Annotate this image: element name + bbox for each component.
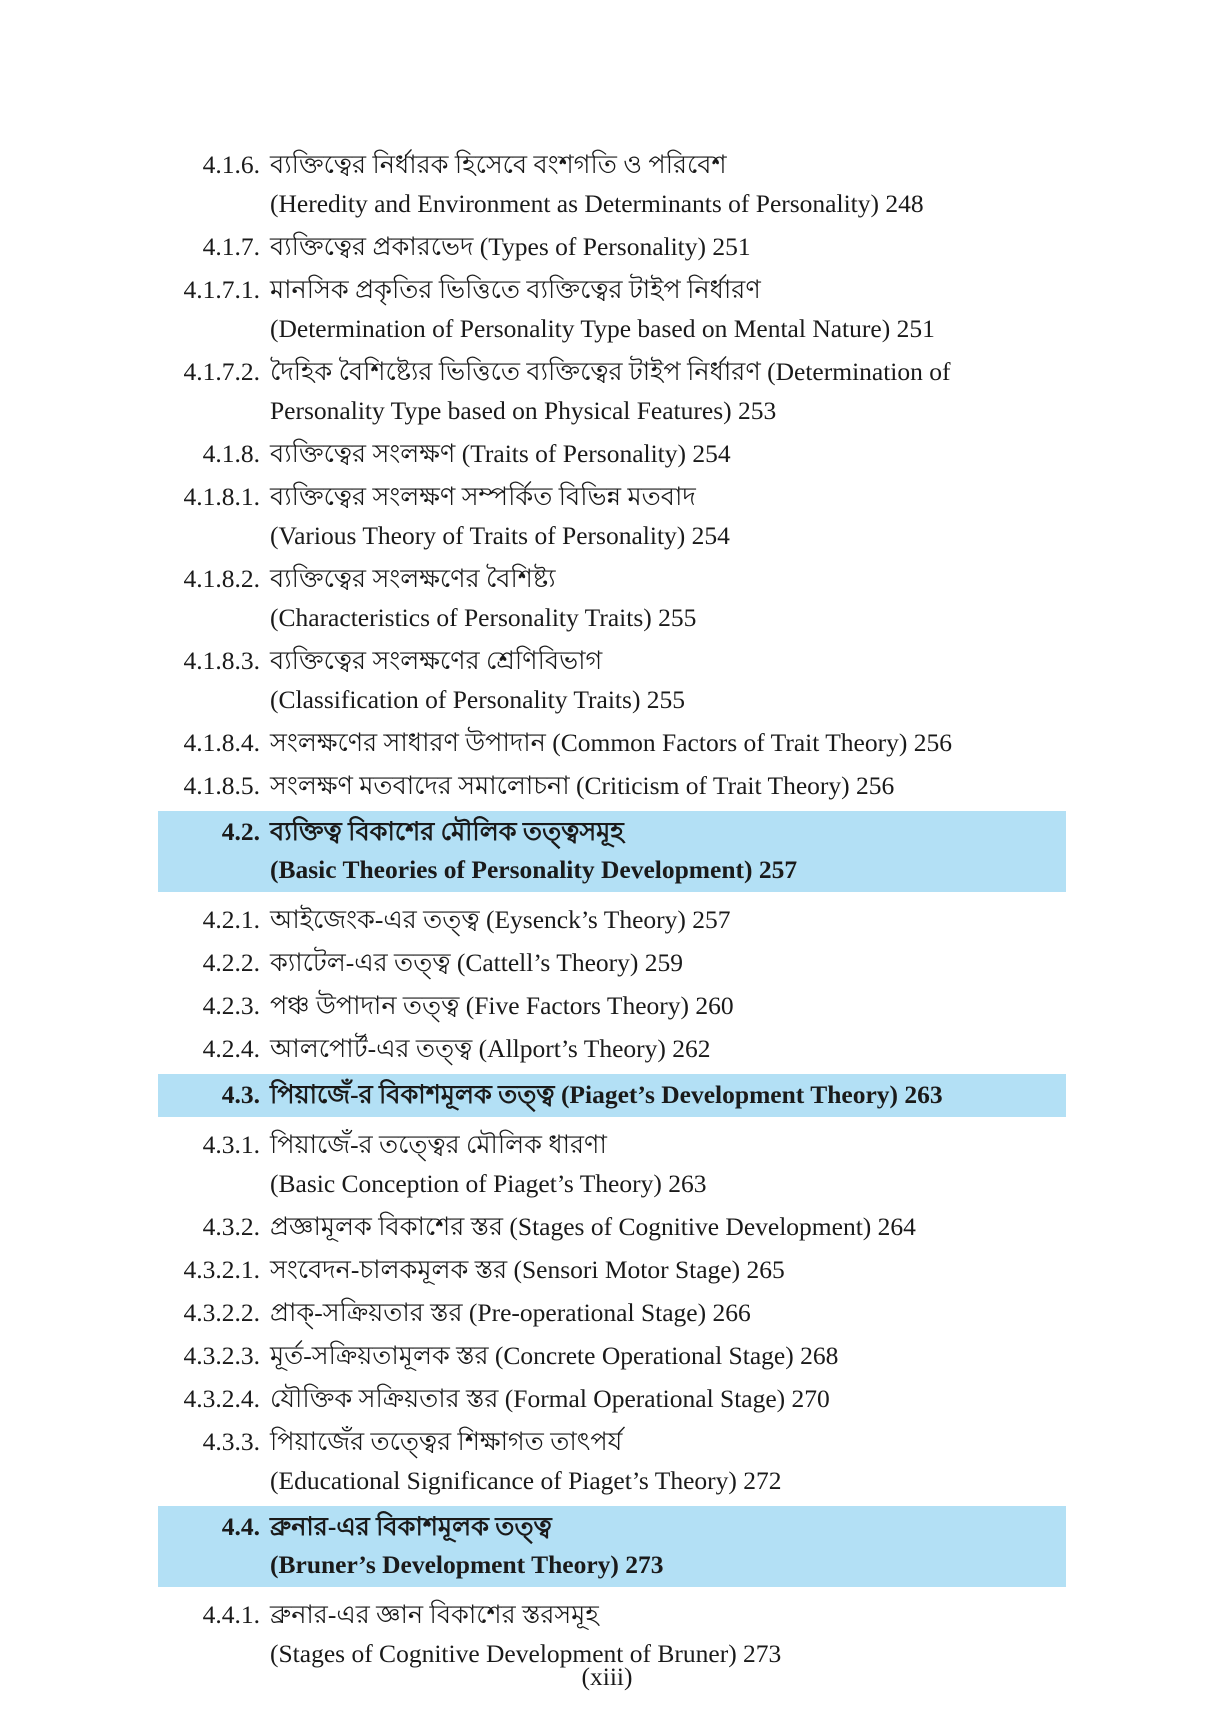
toc-entry-line: ব্যক্তিত্বের সংলক্ষণের বৈশিষ্ট্য bbox=[270, 564, 556, 593]
toc-entry-title bbox=[270, 1336, 1060, 1375]
toc-entry-line: যৌক্তিক সক্রিয়তার স্তর (Formal Operational Stage) 270 bbox=[270, 1384, 830, 1413]
toc-entry-line: ব্যক্তিত্বের প্রকারভেদ (Types of Personality) 251 bbox=[270, 232, 751, 261]
toc-entry-number: 4.1.8.4. bbox=[183, 728, 260, 757]
toc-entry-title bbox=[270, 227, 1060, 266]
toc-entry bbox=[0, 477, 1214, 555]
toc-entry-line: প্রজ্ঞামূলক বিকাশের স্তর (Stages of Cognitive Development) 264 bbox=[270, 1212, 916, 1241]
toc-entry-number: 4.1.7.1. bbox=[183, 275, 260, 304]
toc-section-heading bbox=[158, 811, 1066, 892]
toc-entry-title bbox=[270, 1250, 1060, 1289]
toc-entry-line: (Characteristics of Personality Traits) 255 bbox=[270, 603, 697, 632]
toc-entry-line: (Classification of Personality Traits) 255 bbox=[270, 685, 686, 714]
toc-entry-line: (Bruner’s Development Theory) 273 bbox=[270, 1550, 664, 1579]
toc-entry-title bbox=[270, 1293, 1060, 1332]
toc-entry-number: 4.3.2. bbox=[202, 1212, 260, 1241]
toc-entry-title bbox=[270, 723, 1060, 762]
toc-entry-title bbox=[270, 559, 1060, 637]
toc-entry-number: 4.3.1. bbox=[202, 1130, 260, 1159]
toc-entry-line: মানসিক প্রকৃতির ভিত্তিতে ব্যক্তিত্বের টাইপ নির্ধারণ bbox=[270, 275, 761, 304]
toc-entry-line: দৈহিক বৈশিষ্ট্যের ভিত্তিতে ব্যক্তিত্বের টাইপ নির্ধারণ (Determination of bbox=[270, 357, 951, 386]
toc-entry-title bbox=[270, 477, 1060, 555]
toc-entry-number: 4.3.2.3. bbox=[183, 1341, 260, 1370]
toc-entry bbox=[0, 900, 1214, 939]
toc-entry-line: (Stages of Cognitive Development of Bruner) 273 bbox=[270, 1639, 782, 1668]
toc-entry bbox=[0, 641, 1214, 719]
toc-entry-number: 4.1.8. bbox=[202, 439, 260, 468]
toc-entry-line: (Educational Significance of Piaget’s Theory) 272 bbox=[270, 1466, 782, 1495]
toc-entry-line: পিয়াজেঁর তত্ত্বের শিক্ষাগত তাৎপর্য bbox=[270, 1427, 623, 1456]
toc-entry-title bbox=[270, 1422, 1060, 1500]
toc-entry-line: পঞ্চ উপাদান তত্ত্ব (Five Factors Theory) 260 bbox=[270, 991, 734, 1020]
toc-entry-number: 4.1.6. bbox=[202, 150, 260, 179]
toc-entry-line: পিয়াজেঁ-র বিকাশমূলক তত্ত্ব (Piaget’s Development Theory) 263 bbox=[270, 1080, 943, 1109]
toc-entry-number: 4.4. bbox=[221, 1512, 260, 1541]
toc-entry-title bbox=[270, 1379, 1060, 1418]
toc-entry-title bbox=[270, 352, 1060, 430]
toc-entry bbox=[0, 1422, 1214, 1500]
toc-entry-number: 4.1.8.2. bbox=[183, 564, 260, 593]
toc-entry bbox=[0, 1293, 1214, 1332]
toc-entry bbox=[0, 943, 1214, 982]
toc-entry bbox=[0, 559, 1214, 637]
toc-entry-number: 4.2.4. bbox=[202, 1034, 260, 1063]
toc-entry-line: সংলক্ষণের সাধারণ উপাদান (Common Factors of Trait Theory) 256 bbox=[270, 728, 952, 757]
toc-entry-title bbox=[270, 270, 1060, 348]
toc-entry-number: 4.3.2.2. bbox=[183, 1298, 260, 1327]
toc-entry-number: 4.2.3. bbox=[202, 991, 260, 1020]
toc-entry-number: 4.1.7. bbox=[202, 232, 260, 261]
toc-entry bbox=[0, 145, 1214, 223]
toc-entry-number: 4.3.2.1. bbox=[183, 1255, 260, 1284]
toc-section-heading bbox=[158, 1506, 1066, 1587]
toc-entry-title bbox=[270, 1029, 1060, 1068]
toc-entry-line: পিয়াজেঁ-র তত্ত্বের মৌলিক ধারণা bbox=[270, 1130, 607, 1159]
toc-entry-number: 4.3. bbox=[221, 1080, 260, 1109]
toc-entry-line: প্রাক্-সক্রিয়তার স্তর (Pre-operational Stage) 266 bbox=[270, 1298, 751, 1327]
toc-entry-title bbox=[270, 943, 1060, 982]
toc-entry-line: (Heredity and Environment as Determinants of Personality) 248 bbox=[270, 189, 924, 218]
toc-entry-title bbox=[270, 434, 1060, 473]
toc-entry bbox=[0, 352, 1214, 430]
toc-entry-line: আইজেংক-এর তত্ত্ব (Eysenck’s Theory) 257 bbox=[270, 905, 731, 934]
toc-section-heading bbox=[158, 1074, 1066, 1117]
toc-entry bbox=[0, 227, 1214, 266]
toc-entry bbox=[0, 1207, 1214, 1246]
toc-entry-line: মূর্ত-সক্রিয়তামূলক স্তর (Concrete Operational Stage) 268 bbox=[270, 1341, 839, 1370]
page-number: (xiii) bbox=[581, 1662, 633, 1691]
toc-entry-number: 4.4.1. bbox=[202, 1600, 260, 1629]
toc-entry-title bbox=[270, 641, 1060, 719]
toc-entry-line: ক্যাটেল-এর তত্ত্ব (Cattell’s Theory) 259 bbox=[270, 948, 683, 977]
toc-entry-line: আলপোর্ট-এর তত্ত্ব (Allport’s Theory) 262 bbox=[270, 1034, 711, 1063]
toc-entry-number: 4.3.2.4. bbox=[183, 1384, 260, 1413]
toc-entry bbox=[0, 1029, 1214, 1068]
toc-entry-title bbox=[270, 813, 1050, 889]
toc-entry-title bbox=[270, 1207, 1060, 1246]
toc-entry-number: 4.2.1. bbox=[202, 905, 260, 934]
toc-entry-title bbox=[270, 900, 1060, 939]
toc-entry-line: ব্যক্তিত্বের সংলক্ষণ (Traits of Personality) 254 bbox=[270, 439, 731, 468]
toc-entry-title bbox=[270, 1125, 1060, 1203]
toc-entry-line: (Determination of Personality Type based on Mental Nature) 251 bbox=[270, 314, 935, 343]
table-of-contents bbox=[0, 145, 1214, 1677]
toc-entry bbox=[0, 434, 1214, 473]
toc-entry-line: ব্যক্তিত্ব বিকাশের মৌলিক তত্ত্বসমূহ bbox=[270, 817, 624, 846]
toc-entry-line: ব্রুনার-এর জ্ঞান বিকাশের স্তরসমূহ bbox=[270, 1600, 599, 1629]
toc-entry-line: সংলক্ষণ মতবাদের সমালোচনা (Criticism of Trait Theory) 256 bbox=[270, 771, 895, 800]
toc-entry bbox=[0, 1250, 1214, 1289]
toc-entry-number: 4.3.3. bbox=[202, 1427, 260, 1456]
toc-entry-line: ব্রুনার-এর বিকাশমূলক তত্ত্ব bbox=[270, 1512, 552, 1541]
toc-entry-line: সংবেদন-চালকমূলক স্তর (Sensori Motor Stage) 265 bbox=[270, 1255, 785, 1284]
toc-entry-number: 4.2.2. bbox=[202, 948, 260, 977]
toc-entry-line: Personality Type based on Physical Features) 253 bbox=[270, 396, 777, 425]
toc-entry bbox=[0, 1379, 1214, 1418]
toc-entry-title bbox=[270, 1076, 1050, 1114]
toc-entry-title bbox=[270, 145, 1060, 223]
toc-entry-number: 4.1.7.2. bbox=[183, 357, 260, 386]
toc-entry-number: 4.1.8.1. bbox=[183, 482, 260, 511]
toc-entry-title bbox=[270, 766, 1060, 805]
toc-entry bbox=[0, 986, 1214, 1025]
toc-entry-title bbox=[270, 1508, 1050, 1584]
toc-entry-line: (Basic Theories of Personality Development) 257 bbox=[270, 855, 798, 884]
toc-entry bbox=[0, 723, 1214, 762]
toc-entry bbox=[0, 1336, 1214, 1375]
toc-entry bbox=[0, 766, 1214, 805]
toc-entry-line: (Various Theory of Traits of Personality) 254 bbox=[270, 521, 730, 550]
toc-entry bbox=[0, 270, 1214, 348]
toc-entry-line: ব্যক্তিত্বের সংলক্ষণ সম্পর্কিত বিভিন্ন মতবাদ bbox=[270, 482, 696, 511]
toc-entry-line: ব্যক্তিত্বের সংলক্ষণের শ্রেণিবিভাগ bbox=[270, 646, 603, 675]
toc-entry-number: 4.1.8.5. bbox=[183, 771, 260, 800]
toc-entry-number: 4.2. bbox=[221, 817, 260, 846]
toc-entry-line: ব্যক্তিত্বের নির্ধারক হিসেবে বংশগতি ও পরিবেশ bbox=[270, 150, 727, 179]
toc-entry bbox=[0, 1125, 1214, 1203]
toc-entry-number: 4.1.8.3. bbox=[183, 646, 260, 675]
toc-entry-title bbox=[270, 986, 1060, 1025]
toc-entry-line: (Basic Conception of Piaget’s Theory) 263 bbox=[270, 1169, 707, 1198]
